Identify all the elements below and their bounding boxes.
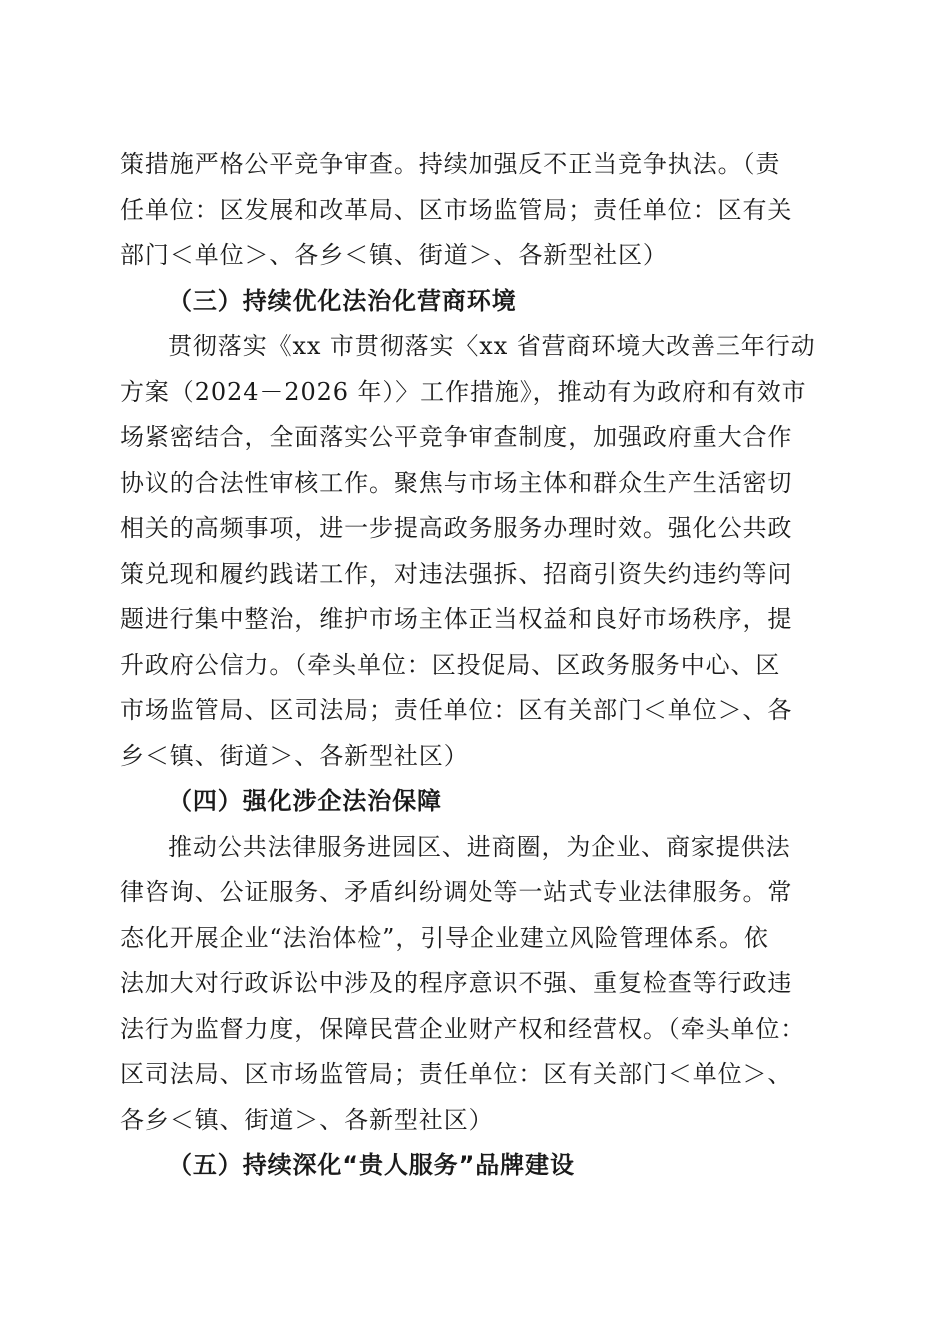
paragraph-line: 升政府公信力。（牵头单位：区投促局、区政务服务中心、区	[120, 650, 781, 679]
paragraph-line: 贯彻落实《xx 市贯彻落实〈xx 省营商环境大改善三年行动	[168, 332, 816, 360]
paragraph-line: 任单位：区发展和改革局、区市场监管局；责任单位：区有关	[120, 195, 793, 224]
paragraph-line: 策兑现和履约践诺工作，对违法强拆、招商引资失约违约等问	[120, 559, 793, 588]
paragraph-line: 律咨询、公证服务、矛盾纠纷调处等一站式专业法律服务。常	[120, 878, 793, 906]
section-heading-5: （五）持续深化“贵人服务”品牌建设	[168, 1151, 575, 1179]
paragraph-line: 题进行集中整治，维护市场主体正当权益和良好市场秩序，提	[120, 605, 793, 633]
paragraph-line: 法行为监督力度，保障民营企业财产权和经营权。（牵头单位：	[120, 1014, 806, 1043]
paragraph-line: 相关的高频事项，进一步提高政务服务办理时效。强化公共政	[120, 514, 793, 542]
paragraph-line: 各乡＜镇、街道＞、各新型社区）	[120, 1105, 494, 1134]
paragraph-line: 协议的合法性审核工作。聚焦与市场主体和群众生产生活密切	[120, 468, 793, 497]
paragraph-line: 部门＜单位＞、各乡＜镇、街道＞、各新型社区）	[120, 241, 668, 269]
document-body	[120, 142, 836, 1189]
paragraph-line: 态化开展企业“法治体检”，引导企业建立风险管理体系。依	[120, 923, 769, 952]
section-heading-4: （四）强化涉企法治保障	[168, 787, 442, 815]
paragraph-line: 方案（2024－2026 年）〉工作措施》，推动有为政府和有效市	[120, 377, 807, 406]
paragraph-line: 乡＜镇、街道＞、各新型社区）	[120, 741, 469, 770]
section-heading-3: （三）持续优化法治化营商环境	[168, 286, 517, 315]
paragraph-line: 区司法局、区市场监管局；责任单位：区有关部门＜单位＞、	[120, 1060, 793, 1088]
paragraph-line: 推动公共法律服务进园区、进商圈，为企业、商家提供法	[168, 832, 791, 861]
paragraph-line: 法加大对行政诉讼中涉及的程序意识不强、重复检查等行政违	[120, 969, 793, 997]
paragraph-line: 策措施严格公平竞争审查。持续加强反不正当竞争执法。（责	[120, 150, 781, 178]
paragraph-line: 市场监管局、区司法局；责任单位：区有关部门＜单位＞、各	[120, 696, 793, 724]
paragraph-line: 场紧密结合，全面落实公平竞争审查制度，加强政府重大合作	[120, 423, 793, 451]
